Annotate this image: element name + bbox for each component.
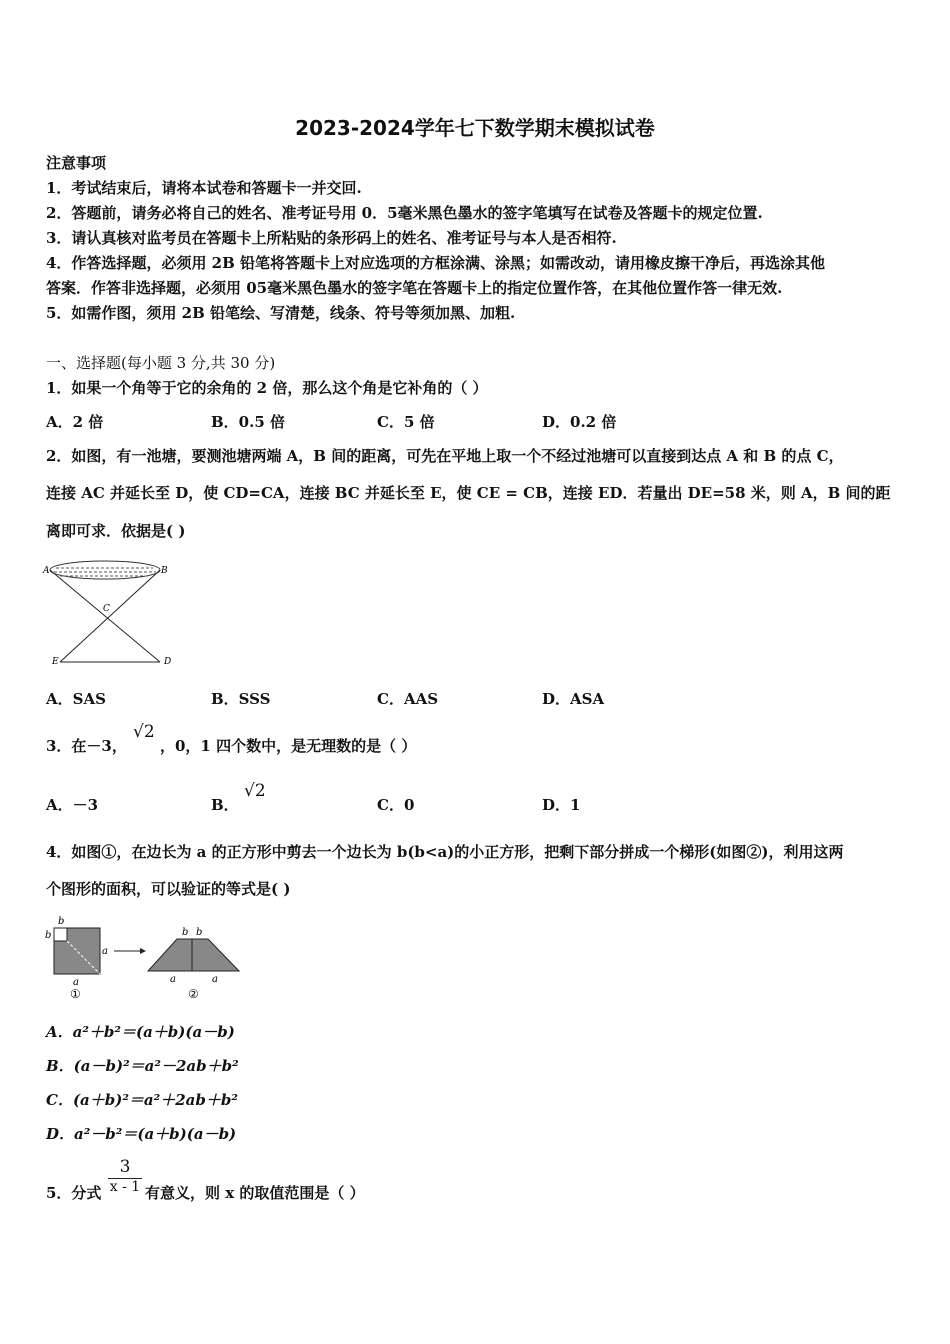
- segment-ad: [50, 570, 160, 662]
- question-5-suffix: 有意义，则 x 的取值范围是（ ）: [145, 1184, 365, 1202]
- question-4-line2: 个图形的面积，可以验证的等式是( ): [46, 880, 291, 898]
- square-trapezoid-figure: [40, 912, 245, 1004]
- q1-option-c: C．5 倍: [377, 413, 435, 431]
- circle-two-label: ②: [188, 987, 199, 1001]
- question-2-line2: 连接 AC 并延长至 D，使 CD=CA，连接 BC 并延长至 E，使 CE = CB，连接 ED．若量出 DE=58 米，则 A，B 间的距: [46, 484, 891, 502]
- question-3-prefix: 3．在－3，: [46, 737, 127, 755]
- sqrt-two: √2: [133, 722, 155, 742]
- label-b: B: [161, 566, 168, 576]
- fig1-label-a-bottom: a: [73, 977, 79, 988]
- q1-option-a: A．2 倍: [46, 413, 104, 431]
- notice-item: 2．答题前，请务必将自己的姓名、准考证号用 0．5毫米黑色墨水的签字笔填写在试卷及答题卡的规定位置.: [46, 204, 763, 222]
- notice-item: 3．请认真核对监考员在答题卡上所粘贴的条形码上的姓名、准考证号与本人是否相符.: [46, 229, 617, 247]
- segment-be: [60, 570, 160, 662]
- q3-option-b-sqrt: √2: [244, 781, 266, 801]
- pond-figure: [40, 556, 180, 672]
- q3-option-b: B．: [211, 796, 239, 814]
- question-4-line1: 4．如图①，在边长为 a 的正方形中剪去一个边长为 b(b<a)的小正方形，把剩下部分拼成一个梯形(如图②)，利用这两: [46, 843, 844, 861]
- question-1-text: 1．如果一个角等于它的余角的 2 倍，那么这个角是它补角的（ ）: [46, 379, 488, 397]
- fraction-numerator: 3: [119, 1157, 131, 1177]
- q4-option-c: C．(a＋b)²＝a²＋2ab＋b²: [46, 1091, 238, 1109]
- label-c: C: [103, 604, 110, 614]
- label-a: A: [43, 566, 50, 576]
- q4-option-b: B．(a－b)²＝a²－2ab＋b²: [46, 1057, 239, 1075]
- page-title: 2023-2024学年七下数学期末模拟试卷: [295, 116, 655, 140]
- fig2-label-b-right: b: [196, 927, 203, 938]
- q4-option-a: A．a²＋b²＝(a＋b)(a－b): [46, 1023, 235, 1041]
- fraction-denominator: x - 1: [109, 1179, 141, 1195]
- question-2-line3: 离即可求．依据是( ): [46, 522, 186, 540]
- notice-heading: 注意事项: [46, 154, 107, 172]
- notice-item: 1．考试结束后，请将本试卷和答题卡一并交回.: [46, 179, 362, 197]
- q4-option-d: D．a²－b²＝(a＋b)(a－b): [46, 1125, 237, 1143]
- q2-option-c: C．AAS: [377, 690, 439, 708]
- fraction: [108, 1157, 142, 1195]
- notice-item: 5．如需作图，须用 2B 铅笔绘、写清楚，线条、符号等须加黑、加粗.: [46, 304, 516, 322]
- question-2-line1: 2．如图，有一池塘，要测池塘两端 A，B 间的距离，可先在平地上取一个不经过池塘可以直接到达点 A 和 B 的点 C，: [46, 447, 844, 465]
- cut-small-square: [54, 928, 67, 941]
- q2-option-b: B．SSS: [211, 690, 271, 708]
- q1-option-d: D．0.2 倍: [542, 413, 617, 431]
- label-e: E: [52, 657, 59, 667]
- q3-option-d: D．1: [542, 796, 581, 814]
- arrow-head-icon: [140, 948, 146, 954]
- q3-option-c: C．0: [377, 796, 415, 814]
- fig1-label-a-right: a: [102, 946, 108, 957]
- fig1-label-b-left: b: [45, 930, 52, 941]
- q2-option-d: D．ASA: [542, 690, 605, 708]
- question-3-suffix: ，0，1 四个数中，是无理数的是（ ）: [160, 737, 417, 755]
- fig1-label-b-top: b: [58, 916, 65, 927]
- q3-option-a: A．－3: [46, 796, 99, 814]
- q2-option-a: A．SAS: [46, 690, 106, 708]
- notice-item: 4．作答选择题，必须用 2B 铅笔将答题卡上对应选项的方框涂满、涂黑；如需改动，请用橡皮擦干净后，再选涂其他: [46, 254, 826, 272]
- fig2-label-b-left: b: [182, 927, 189, 938]
- section-heading: 一、选择题(每小题 3 分,共 30 分): [46, 354, 276, 372]
- trapezoid: [148, 939, 239, 971]
- q1-option-b: B．0.5 倍: [211, 413, 285, 431]
- fig2-label-a-left: a: [170, 974, 176, 985]
- notice-item: 答案．作答非选择题，必须用 05毫米黑色墨水的签字笔在答题卡上的指定位置作答，在其他位置作答一律无效.: [46, 279, 783, 297]
- label-d: D: [164, 657, 172, 667]
- circle-one-label: ①: [70, 987, 81, 1001]
- question-5-prefix: 5．分式: [46, 1184, 102, 1202]
- fig2-label-a-right: a: [212, 974, 218, 985]
